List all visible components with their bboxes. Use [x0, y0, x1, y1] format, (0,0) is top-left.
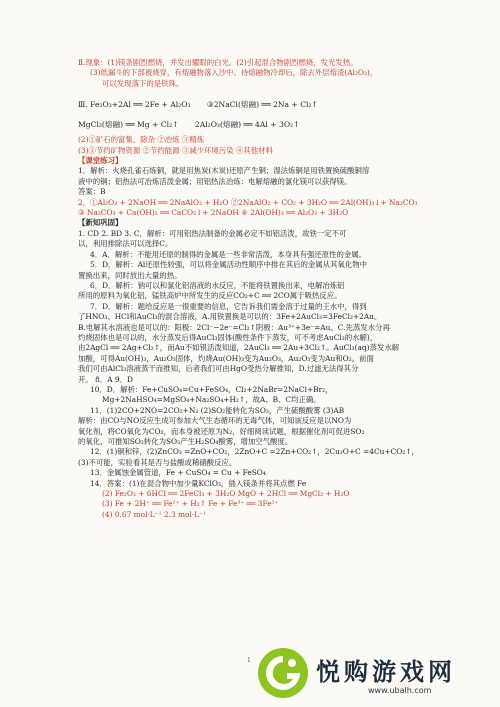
- text-line: 可以发现落下的是铁珠。: [102, 78, 184, 88]
- text-line: 由2AgCl ══ 2Ag+Cl₂↑，而Au不如银活泼知道，2AuCl₃ ══ 2Au+3Cl₂↑。AuCl₃(aq)蒸发水解: [78, 343, 400, 353]
- page-number: 1: [247, 657, 251, 664]
- text-line: 6．D．解析：钠可以和氯化铝溶液的水反应，不能将铁置换出来，电解冶炼铝: [90, 280, 345, 290]
- equation-row-2: [78, 115, 438, 135]
- site-url: www.ubalh.com: [368, 686, 432, 695]
- text-line: Ⅱ.现象：(1)镁条剧烈燃烧，并发出耀眼的白光。(2)引起混合物剧烈燃烧，发光发热。: [78, 58, 358, 67]
- text-line: 灼烧固体也是可以的，水分蒸发后得AuCl₃固体(酸性条件下蒸发，可不考虑AuCl₃的水解)，: [78, 332, 378, 342]
- text-line: (3)①节约矿物资源 ②节约能源 ③减少环境污染 ④其他材料: [78, 145, 273, 155]
- text-line: 5．D．解析：Al还原性较强，可以将金属活动性顺序中排在其后的金属从其氧化物中: [90, 260, 368, 270]
- text-line: 2．①Al₂O₃ + 2NaOH ══ 2NaAlO₂ + H₂O ②2NaAlO₂ + CO₂ + 3H₂O ══ 2Al(OH)₃↓+ Na₂CO₃: [78, 197, 418, 207]
- site-watermark: [256, 646, 496, 702]
- equation-row-1: [78, 95, 438, 115]
- text-line: 开。 8．A 9．D: [78, 374, 133, 384]
- text-line: Mg+2NaHSO₄=MgSO₄+Na₂SO₄+H₂↑，故A、B、C均正确。: [102, 395, 321, 405]
- equation: Ⅲ. Fe₂O₃+2Al ══ 2Fe + Al₂O₃: [78, 100, 191, 110]
- text-line: 13．金属蚀金属管道，Fe + CuSO₄ = Cu + FeSO₄: [90, 468, 266, 478]
- text-line: 以，利用排除法可以选择C。: [78, 239, 173, 249]
- text-line: (3)纸漏斗的下部被烧穿，有熔融物落入沙中。待熔融物冷却后，除去外层熔渣(Al₂O₃)，: [90, 68, 378, 78]
- text-line: 答案：B: [78, 187, 106, 197]
- text-line: 氧化剂，将CO氧化为CO₂，而本身被还原为N₂，好细阅读试题，根据催化剂可促进SO₂: [78, 426, 365, 436]
- text-line: (3)不可能，实验看其是否与盐酸或稀硝酸反应。: [78, 457, 237, 467]
- text-line: 我们可由AlCl₃溶液蒸干而推知，后者我们可由HgO受热分解推知，D.过滤无法得其分: [78, 364, 359, 374]
- text-line: 12．(1)铜和锌，(2)ZnCO₃ =ZnO+CO₂，2ZnO+C =2Zn+CO₂↑，2Cu₂O+C =4Cu+CO₂↑，: [90, 447, 419, 457]
- text-line: 4．A．解析：不能用还原的制得的金属是一些非常活泼，本身具有强还原性的金属。: [90, 249, 367, 259]
- text-line: 加酸，可得Au(OH)₃，Au₂O₃固体，灼烧Au(OH)₃变为Au₂O₃，Au₂O₃变为Au和O₂。前面: [78, 353, 374, 363]
- text-line: 液中的铜；铝热法可冶炼活泼金属；用铝热法冶炼：电解熔融的氯化镁可以获得镁。: [78, 176, 352, 186]
- text-line: (2)①矿石的富集、除杂 ②冶炼 ③精炼: [78, 135, 205, 145]
- document-page: [78, 58, 438, 520]
- text-line: 所用的原料为氧化铝，锰铁高炉中所发生的反应CO₂+C ══ 2CO属于吸热反应。: [78, 291, 342, 301]
- text-line: 7．D．解析：题给反应是一很重要的信息，它告诉我们需金溶于过量的王水中，得到: [90, 301, 367, 311]
- text-line: 置换出来，同时放出大量的热。: [78, 270, 182, 280]
- text-line: 1．解析：火烧孔雀石炼铜，就是用焦炭(木炭)还原产生铜；湿法炼铜是用铁置换硫酸铜溶: [78, 166, 370, 176]
- text-line: ③ Na₂CO₃ + Ca(OH)₂ ══ CaCO₃↓+ 2NaOH ④ 2Al(OH)₃ ══ Al₂O₃ + 3H₂O: [78, 208, 349, 218]
- text-line: 10．D．解析：Fe+CuSO₄=Cu+FeSO₄，Cl₂+2NaBr=2NaCl+Br₂，: [90, 384, 333, 394]
- text-line: 14．答案：(1)在混合物中加少量KClO₃，插入镁条并将其点燃 Fe: [90, 478, 307, 488]
- equation: MgCl₂(熔融) ══ Mg + Cl₂↑: [78, 120, 179, 130]
- text-line: (3) Fe + 2H⁺ ══ Fe²⁺ + H₂↑ Fe + Fe³⁺ ══ 3Fe²⁺: [102, 499, 279, 509]
- answer-body: [78, 135, 438, 520]
- text-line: 的氧化，可推知SO₂转化为SO₃产生H₂SO₄酸雾，增加空气酸度。: [78, 437, 293, 446]
- text-line: 1. CD 2. BD 3. C．解析：可用铝热法制备的金属必定不如铝活泼，故铁一定不可: [78, 228, 347, 238]
- observation-section: [78, 58, 438, 89]
- text-line: 11．(1)2CO+2NO=2CO₂+N₂ (2)SO₂能转化为SO₃，产生硫酸酸雾 (3)AB: [90, 405, 345, 415]
- text-line: 解析：由CO与NO反应生成可参加大气生态循环的无毒气体，可知该反应是以NO为: [78, 416, 352, 426]
- equation: 2Al₂O₃(熔融) ══ 4Al + 3O₂↑: [194, 120, 300, 130]
- text-line: (2) Fe₂O₃ + 6HCl ══ 2FeCl₃ + 3H₂O MgO + 2HCl ══ MgCl₂ + H₂O: [102, 489, 350, 499]
- text-line: 【新知巩固】: [78, 218, 123, 228]
- text-line: B.电解其水溶液也是可以的：阳极：2Cl⁻−2e⁻=Cl₂↑阴极：Au³⁺+3e⁻=Au。C.先蒸发水分再: [78, 322, 390, 332]
- site-title: 悦购游戏网: [316, 658, 456, 686]
- text-line: 了HNO₃、HCl和AuCl₃的混合溶液，A.用铁置换是可以的：3Fe+2AuCl₃=3FeCl₂+2Au。: [78, 312, 382, 322]
- site-logo-icon: [256, 646, 310, 700]
- text-line: 【课堂练习】: [78, 156, 123, 166]
- text-line: (4) 0.67 mol·L⁻¹ 2.3 mol·L⁻¹: [102, 509, 206, 519]
- equation: ③2NaCl(熔融) ══ 2Na + Cl₂↑: [206, 100, 318, 110]
